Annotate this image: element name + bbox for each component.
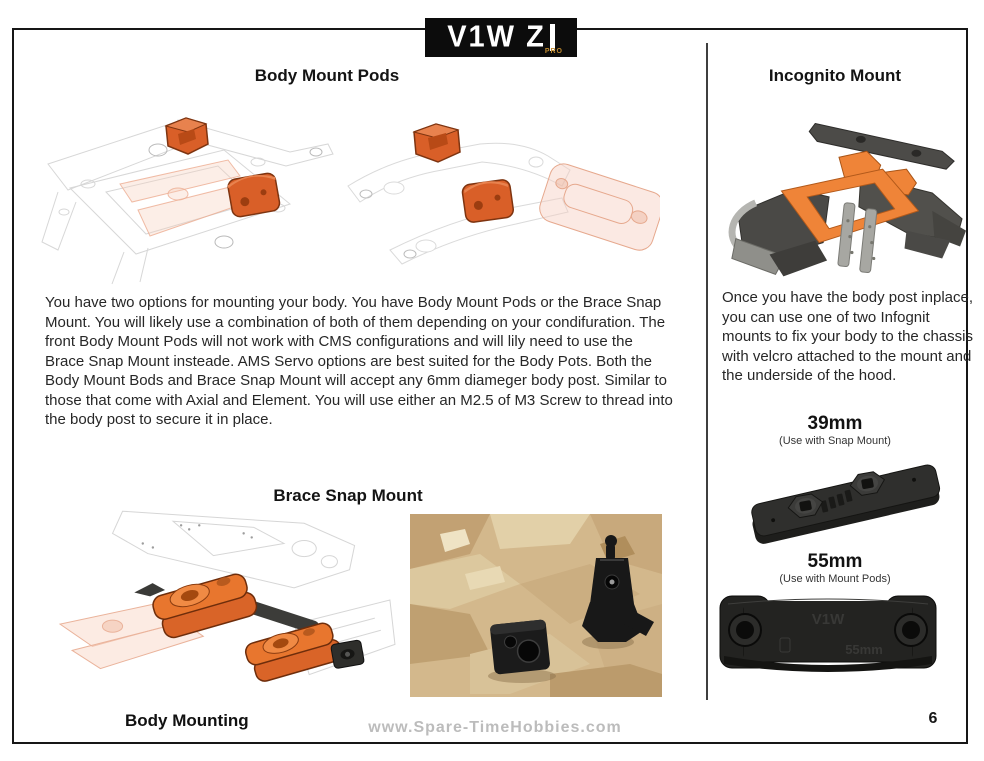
brand-logo (425, 18, 577, 57)
mount-55mm-usage-note: (Use with Mount Pods) (779, 573, 891, 585)
footer-section-label: Body Mounting (125, 711, 249, 730)
body-mount-pods-render-2 (330, 100, 660, 300)
mount-39mm-size-label: 39mm (807, 413, 863, 434)
mount-55mm-embossed-size: 55mm (845, 642, 883, 657)
body-mounting-paragraph: You have two options for mounting your body. You have Body Mount Pods or the Brace Snap Mount. You will likely use a combination of both of them depending on your condifuration. The front Body Mount Pods will not work with CMS configurations and will lily need to use the Brace Snap Mount insteade. AMS Servo options are best suited for the Body Pots. Both the Body Mount Bods and Brace Snap Mount will accept any 6mm diameger body post. Similar to those that come with Axial and Element. You will use either an M2.5 of M3 Screw to thread into the body post to secure it in place. (45, 294, 673, 428)
mount-39mm-render (732, 446, 957, 550)
page-number: 6 (928, 710, 938, 727)
incognito-paragraph: Once you have the body post inplace, you can use one of two Infognit mounts to fix your body to the chassis with velcro attached to the mount and the underside of the hood. (722, 289, 974, 384)
brace-snap-mount-photo (410, 514, 662, 697)
column-divider (706, 43, 708, 700)
website-url: www.Spare-TimeHobbies.com (368, 719, 622, 736)
section-title-body-mount-pods: Body Mount Pods (254, 66, 400, 85)
brand-logo-text: V1W Z (447, 20, 546, 54)
mount-55mm-embossed-brand: V1W (811, 611, 845, 628)
body-mount-pods-render-1 (28, 92, 358, 290)
incognito-mount-render (712, 90, 968, 288)
mount-55mm-size-label: 55mm (807, 551, 863, 572)
section-title-brace-snap-mount: Brace Snap Mount (273, 486, 423, 505)
mount-55mm-render (714, 586, 942, 678)
brand-logo-sub-text: PRO (544, 48, 563, 55)
mount-39mm-usage-note: (Use with Snap Mount) (779, 435, 891, 447)
brace-snap-mount-render (52, 503, 400, 705)
section-title-incognito-mount: Incognito Mount (768, 66, 902, 85)
brand-logo-bar (550, 24, 555, 51)
